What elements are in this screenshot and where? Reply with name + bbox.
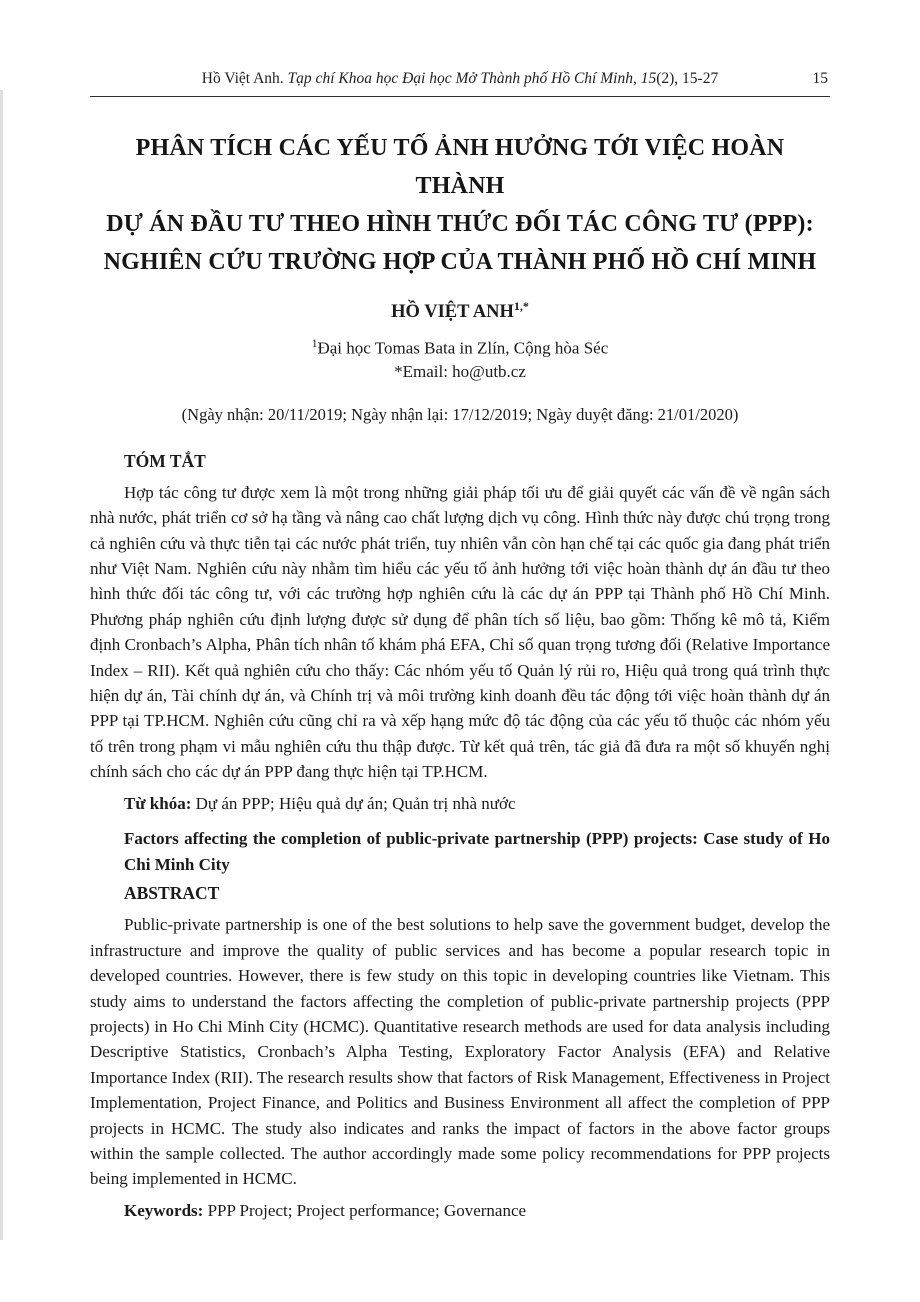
author-name bbox=[90, 299, 830, 323]
citation-issue-pages: (2), 15-27 bbox=[656, 70, 719, 87]
paper-title-line: DỰ ÁN ĐẦU TƯ THEO HÌNH THỨC ĐỐI TÁC CÔNG TƯ (PPP): bbox=[106, 211, 814, 237]
keywords-text-en: PPP Project; Project performance; Governance bbox=[203, 1200, 527, 1220]
author-affiliation-block bbox=[90, 333, 830, 383]
running-header bbox=[90, 70, 830, 97]
section-heading-abstract: ABSTRACT bbox=[124, 883, 220, 904]
page-number: 15 bbox=[812, 70, 828, 87]
affiliation-text: Đại học Tomas Bata in Zlín, Cộng hòa Séc bbox=[317, 338, 609, 358]
journal-citation bbox=[202, 70, 718, 87]
author-affiliation-marker: 1,* bbox=[513, 299, 529, 313]
paper-title-line: NGHIÊN CỨU TRƯỜNG HỢP CỦA THÀNH PHỐ HỒ CHÍ MINH bbox=[103, 249, 817, 275]
abstract-vietnamese: Hợp tác công tư được xem là một trong những giải pháp tối ưu để giải quyết các vấn đề về ngân sách nhà nước, phát triển cơ sở hạ tầng và nâng cao chất lượng dịch vụ công. Hình thức này được chú trọng trong cả nghiên cứu và thực tiễn tại các nước phát triển, tuy nhiên vẫn còn hạn chế tại các quốc gia đang phát triển như Việt Nam. Nghiên cứu này nhằm tìm hiểu các yếu tố ảnh hưởng tới việc hoàn thành dự án đầu tư theo hình thức đối tác công tư, với các trường hợp nghiên cứu là các dự án PPP tại Thành phố Hồ Chí Minh. Phương pháp nghiên cứu định lượng được sử dụng để phân tích số liệu, bao gồm: Thống kê mô tả, Kiểm định Cronbach’s Alpha, Phân tích nhân tố khám phá EFA, Chỉ số quan trọng tương đối (Relative Importance Index – RII). Kết quả nghiên cứu cho thấy: Các nhóm yếu tố Quản lý rủi ro, Hiệu quả trong quá trình thực hiện dự án, Tài chính dự án, và Chính trị và môi trường kinh doanh đều tác động tới việc hoàn thành dự án PPP tại TP.HCM. Nghiên cứu cũng chỉ ra và xếp hạng mức độ tác động của các yếu tố thuộc các nhóm yếu tố trên trong phạm vi mẫu nghiên cứu thu thập được. Từ kết quả trên, tác giả đã đưa ra một số khuyến nghị chính sách cho các dự án PPP đang thực hiện tại TP.HCM. bbox=[90, 482, 830, 782]
affiliation-marker: 1 bbox=[311, 338, 318, 351]
keywords-text-vi: Dự án PPP; Hiệu quả dự án; Quản trị nhà nước bbox=[191, 793, 516, 813]
keywords-label-vi: Từ khóa: bbox=[124, 793, 192, 813]
keywords-vietnamese bbox=[124, 791, 830, 816]
citation-author: Hồ Việt Anh. bbox=[201, 70, 288, 87]
paper-title bbox=[90, 129, 830, 281]
section-heading-tom-tat: TÓM TẮT bbox=[124, 450, 206, 471]
keywords-english bbox=[124, 1198, 830, 1223]
keywords-label-en: Keywords: bbox=[124, 1200, 204, 1220]
english-title: Factors affecting the completion of public-private partnership (PPP) projects: Case study of Ho Chi Minh City bbox=[124, 829, 830, 874]
citation-journal-title: Tạp chí Khoa học Đại học Mở Thành phố Hồ Chí Minh, 15 bbox=[287, 70, 657, 87]
author-email: *Email: ho@utb.cz bbox=[394, 361, 526, 381]
submission-dates: (Ngày nhận: 20/11/2019; Ngày nhận lại: 17/12/2019; Ngày duyệt đăng: 21/01/2020) bbox=[181, 404, 739, 424]
author-affiliation bbox=[90, 333, 830, 360]
author-name-text: HỒ VIỆT ANH bbox=[391, 302, 514, 323]
paper-title-line: PHÂN TÍCH CÁC YẾU TỐ ẢNH HƯỞNG TỚI VIỆC HOÀN THÀNH bbox=[135, 135, 785, 199]
scan-edge-artifact bbox=[0, 90, 3, 1240]
abstract-english: Public-private partnership is one of the best solutions to help save the government budget, develop the infrastructure and improve the quality of public services and has become a popular research topic in developed countries. However, there is few study on this topic in developing countries like Vietnam. This study aims to understand the factors affecting the completion of public-private partnership projects (PPP projects) in Ho Chi Minh City (HCMC). Quantitative research methods are used for data analysis including Descriptive Statistics, Cronbach’s Alpha Testing, Exploratory Factor Analysis (EFA) and Relative Importance Index (RII). The research results show that factors of Risk Management, Effectiveness in Project Implementation, Project Finance, and Politics and Business Environment all affect the completion of PPP projects in HCMC. The study also indicates and ranks the impact of factors in the above factor groups within the sample collected. The author accordingly made some policy recommendations for PPP projects being implemented in HCMC. bbox=[90, 915, 830, 1189]
